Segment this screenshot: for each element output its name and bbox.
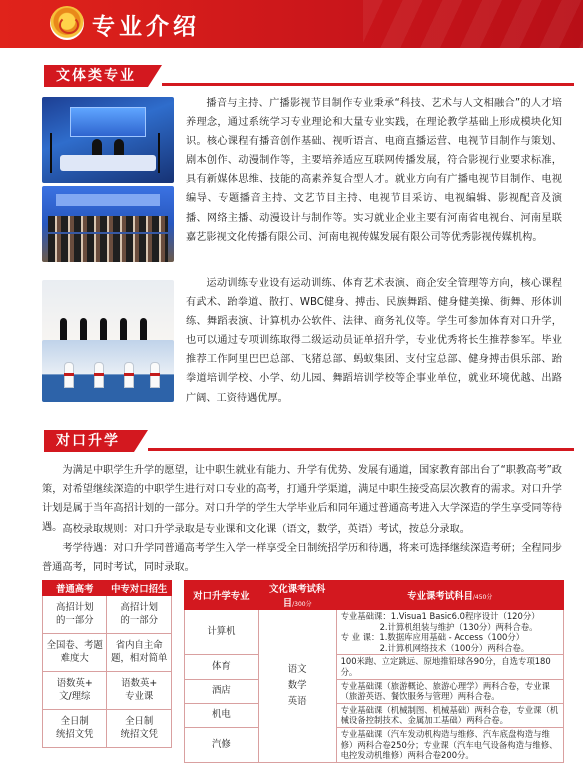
exam-subjects-table [184,580,564,763]
page-header [0,0,583,48]
table-cell: 全日制 统招文凭 [107,710,172,748]
table-row [43,596,172,634]
table-cell: 省内自主命 题，相对简单 [107,634,172,672]
table-row [43,672,172,710]
student-benefits: 考学待遇：对口升学同普通高考学生入学一样享受全日制统招学历和待遇，将来可选择继续深造考研；全程同步普通高考，同时考试，同时录取。 [42,543,562,574]
policy-description: 为满足中职学生升学的愿望，让中职生就业有能力、升学有优势、发展有通道，国家教育部出台了“职教高考”政策，对希望继续深造的中职学生进行对口专业的高考，打通升学渠道，满足中职生接受高层次教育的需求。对口升学计划是属于当年高招计划的一部分。对口升学的学生大学毕业后和同年通过普通高考进入大学深造的学生享受同等待遇。 [42,465,562,534]
taekwondo-photo [42,340,174,402]
column-header-national-exam: 普通高考 [43,581,107,596]
professional-subjects-cell: 专业基础课：1.Visua1 Basic6.0程序设计（120分） 2.计算机组装与维护（130分）两科合卷。 专 业 课：1.数据库应用基础 - Access（100分） 2.计算机网络技术（100分）两科合卷。 [336,610,563,655]
section-heading-rule [162,83,574,86]
athlete-belt [150,373,160,376]
table-cell: 高招计划 的一部分 [43,596,107,634]
exam-comparison-table [42,580,172,748]
section-heading-label: 文体类专业 [44,65,148,87]
school-logo-icon [50,6,84,40]
cultural-subjects-cell: 语文 数学 英语 [258,610,336,763]
table-cell: 全国卷、考题 难度大 [43,634,107,672]
table-row [185,703,564,727]
camera-tripod [158,133,170,173]
table-row [185,727,564,762]
table-header-row [185,581,564,610]
professional-subjects-cell: 100米跑、立定跳远、原地推铅球各90分，自选专项180分。 [336,655,563,679]
broadcast-studio-photo [42,97,174,183]
page-title: 专业介绍 [92,14,200,40]
column-header-cultural: 文化课考试科目/300分 [258,581,336,610]
group-photo [42,186,174,262]
sports-training-major-description: 运动训练专业设有运动训练、体育艺术表演、商企安全管理等方向，核心课程有武术、跆拳道、散打、WBC健身、搏击、民族舞蹈、健身健美操、街舞、形体训练、舞蹈表演、计算机办公软件、法律、商务礼仪等。学生可参加体育对口升学，也可以通过专项训练取得二级运动员证单招升学，专业优秀将长生推荐参军。毕业推荐工作阿里巴巴总部、飞猪总部、蚂蚁集团、支付宝总部、健身搏击俱乐部、跆拳道培训学校、小学、幼儿园、舞蹈培训学校等企事业单位，就业环境优越、出路广阔、工资待遇优厚。 [186,278,562,404]
column-header-professional: 专业课考试科目/450分 [336,581,563,610]
group-photo-banner [56,194,160,206]
section-heading-vocational-exam [44,430,574,452]
major-cell: 机电 [185,703,259,727]
table-row [185,655,564,679]
table-cell: 语数英+ 专业课 [107,672,172,710]
section-heading-sports-arts [44,65,574,87]
professional-subjects-cell: 专业基础课（汽车发动机构造与维修、汽车底盘构造与维修）两科合卷250分；专业课（汽车电气设备构造与维修、电控发动机维修）两科合卷200分。 [336,727,563,762]
table-row [185,610,564,655]
professional-subjects-cell: 专业基础课（旅游概论、旅游心理学）两科合卷，专业课（旅游英语、餐饮服务与管理）两科合卷。 [336,679,563,703]
column-header-major: 对口升学专业 [185,581,259,610]
major-cell: 酒店 [185,679,259,703]
professional-subjects-cell: 专业基础课（机械制图、机械基础）两科合卷，专业课（机械设备控制技术、金属加工基础）两科合卷。 [336,703,563,727]
athlete-belt [124,373,134,376]
table-cell: 语数英+ 文/理综 [43,672,107,710]
section-heading-rule [148,448,574,451]
table-row [43,710,172,748]
section-heading-label: 对口升学 [44,430,134,452]
table-header-row [43,581,172,596]
table-row [185,679,564,703]
table-row [43,634,172,672]
athlete-belt [94,373,104,376]
athlete-belt [64,373,74,376]
major-cell: 汽修 [185,727,259,762]
group-row-back [48,216,168,232]
studio-screen [70,107,146,137]
table-cell: 高招计划 的一部分 [107,596,172,634]
column-header-vocational-exam: 中专对口招生 [107,581,172,596]
admission-rules: 高校录取规则：对口升学录取是专业课和文化课（语文，数学，英语）考试，按总分录取。 [62,524,470,535]
header-stripe-decoration [363,0,583,48]
anchor-desk [60,155,156,171]
major-cell: 体育 [185,655,259,679]
table-cell: 全日制 统招文凭 [43,710,107,748]
group-row-front [48,248,168,262]
major-cell: 计算机 [185,610,259,655]
broadcasting-major-description: 播音与主持、广播影视节目制作专业秉承“科技、艺术与人文相融合”的人才培养理念，通过系统学习专业理论和大量专业实践，在理论教学基础上形成模块化知识。核心课程有播音创作基础、视听语言、电商直播运营、电视节目制作与策划、剧本创作、动漫制作等，主要培养适应互联网传播发展，符合影视行业要求标准，具有新媒体思维、技能的高素养复合型人才。就业方向有广播电视节目制作、电视编导、专题播音主持、文艺节目主持、电视节目采访、电视编辑、影视配音及演播、网络主播、动漫设计与制作等。实习就业企业主要有河南省电视台、河南星联嘉艺影视文化传播有限公司、河南电视传媒发展有限公司等优秀影视传媒机构。 [186,98,562,243]
